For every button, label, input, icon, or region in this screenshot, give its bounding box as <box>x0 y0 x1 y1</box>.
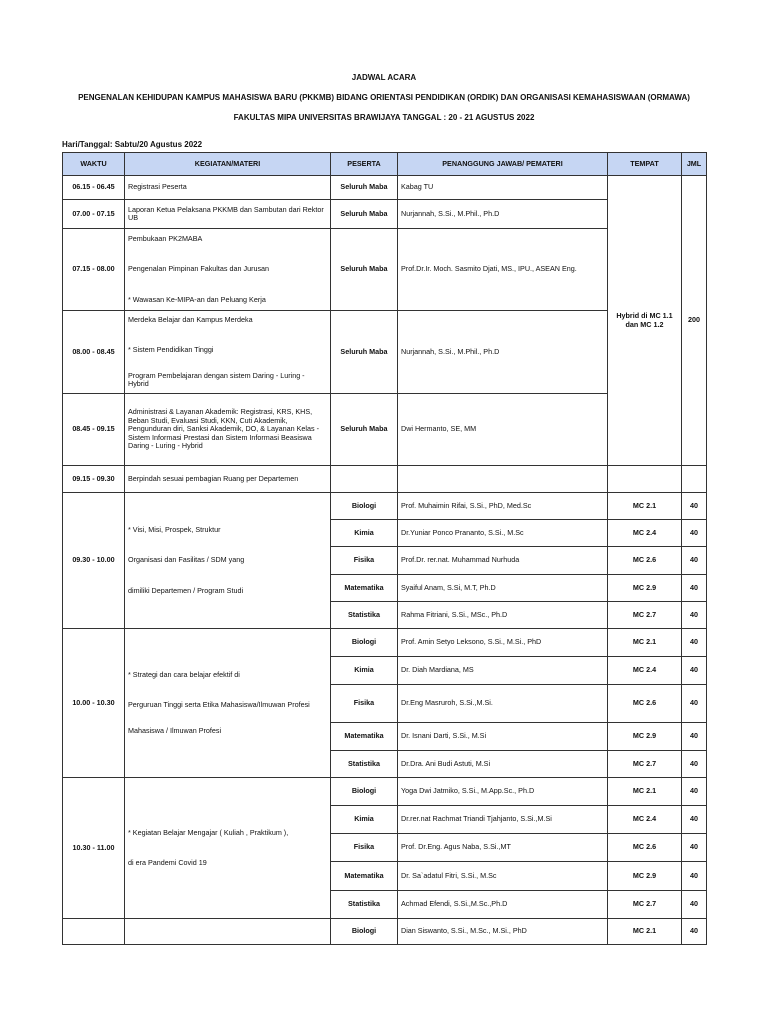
speaker-cell: Dr.rer.nat Rachmat Triandi Tjahjanto, S.Si.,M.Si <box>398 806 608 834</box>
time-cell: 08.45 - 09.15 <box>63 394 125 466</box>
jml-cell: 40 <box>682 547 707 575</box>
place-cell: MC 2.4 <box>608 806 682 834</box>
speaker-cell: Prof. Amin Setyo Leksono, S.Si., M.Si., PhD <box>398 629 608 657</box>
speaker-cell: Prof.Dr. rer.nat. Muhammad Nurhuda <box>398 547 608 575</box>
speaker-cell: Syaiful Anam, S.Si, M.T, Ph.D <box>398 575 608 602</box>
activity-cell: Laporan Ketua Pelaksana PKKMB dan Sambutan dari Rektor UB <box>125 200 331 229</box>
department-cell: Matematika <box>331 862 398 891</box>
table-row <box>63 493 707 520</box>
empty-cell <box>125 919 331 945</box>
activity-cell <box>125 394 331 466</box>
speaker-cell: Dr. Diah Mardiana, MS <box>398 657 608 685</box>
speaker-cell: Prof.Dr.Ir. Moch. Sasmito Djati, MS., IPU., ASEAN Eng. <box>398 229 608 311</box>
event-subtitle: PENGENALAN KEHIDUPAN KAMPUS MAHASISWA BARU (PKKMB) BIDANG ORIENTASI PENDIDIKAN (ORDIK) DAN ORGANISASI KEMAHASISWAAN (ORMAWA) <box>78 93 690 102</box>
jml-cell: 40 <box>682 493 707 520</box>
department-cell: Statistika <box>331 751 398 778</box>
activity-cell <box>125 778 331 919</box>
activity-cell <box>125 629 331 778</box>
activity-line: Pengenalan Pimpinan Fakultas dan Jurusan <box>128 264 270 274</box>
activity-line: Administrasi & Layanan Akademik: Registrasi, KRS, KHS, Beban Studi, Evaluasi Studi, KKN, Cuti Akademik, Pengunduran diri, Sanksi Akademik, DO, & Layanan Kelas - Sistem Informasi Prestasi dan Sistem Informasi Beasiswa <box>128 407 319 442</box>
jml-cell: 40 <box>682 657 707 685</box>
activity-cell <box>125 493 331 629</box>
jml-cell: 40 <box>682 806 707 834</box>
department-cell: Fisika <box>331 547 398 575</box>
activity-line: Perguruan Tinggi serta Etika Mahasiswa/Ilmuwan Profesi <box>128 700 310 710</box>
jml-cell: 40 <box>682 862 707 891</box>
place-cell: MC 2.1 <box>608 629 682 657</box>
jml-cell: 40 <box>682 723 707 751</box>
general-jml-cell: 200 <box>682 176 707 466</box>
speaker-cell: Prof. Muhaimin Rifai, S.Si., PhD, Med.Sc <box>398 493 608 520</box>
jml-cell: 40 <box>682 834 707 862</box>
participants-cell: Seluruh Maba <box>331 311 398 394</box>
col-header-pemateri: PENANGGUNG JAWAB/ PEMATERI <box>398 153 608 176</box>
time-cell: 10.30 - 11.00 <box>63 778 125 919</box>
activity-cell: Berpindah sesuai pembagian Ruang per Departemen <box>125 466 331 493</box>
activity-line: * Kegiatan Belajar Mengajar ( Kuliah , Praktikum ), <box>128 827 289 837</box>
place-cell: MC 2.4 <box>608 520 682 547</box>
jml-cell: 40 <box>682 575 707 602</box>
participants-cell: Seluruh Maba <box>331 200 398 229</box>
department-cell: Statistika <box>331 891 398 919</box>
empty-cell <box>608 466 682 493</box>
jml-cell: 40 <box>682 919 707 945</box>
table-header-row <box>63 153 707 176</box>
speaker-cell: Dr. Isnani Darti, S.Si., M.Si <box>398 723 608 751</box>
place-cell: MC 2.4 <box>608 657 682 685</box>
general-place-cell: Hybrid di MC 1.1 dan MC 1.2 <box>608 176 682 466</box>
table-row <box>63 466 707 493</box>
speaker-cell: Dr.Dra. Ani Budi Astuti, M.Si <box>398 751 608 778</box>
speaker-cell: Dr.Yuniar Ponco Prananto, S.Si., M.Sc <box>398 520 608 547</box>
day-date-label: Hari/Tanggal: Sabtu/20 Agustus 2022 <box>62 140 203 149</box>
department-cell: Kimia <box>331 657 398 685</box>
place-cell: MC 2.9 <box>608 862 682 891</box>
activity-line: * Wawasan Ke-MIPA-an dan Peluang Kerja <box>128 294 266 304</box>
place-cell: MC 2.6 <box>608 685 682 723</box>
activity-cell: Registrasi Peserta <box>125 176 331 200</box>
faculty-date-line: FAKULTAS MIPA UNIVERSITAS BRAWIJAYA TANGGAL : 20 - 21 AGUSTUS 2022 <box>233 113 535 122</box>
activity-line: Mahasiswa / Ilmuwan Profesi <box>128 725 222 735</box>
activity-line: di era Pandemi Covid 19 <box>128 858 207 867</box>
activity-line: dimiliki Departemen / Program Studi <box>128 585 244 595</box>
activity-cell <box>125 229 331 311</box>
jml-cell: 40 <box>682 520 707 547</box>
col-header-tempat: TEMPAT <box>608 153 682 176</box>
col-header-waktu: WAKTU <box>63 153 125 176</box>
activity-line: * Visi, Misi, Prospek, Struktur <box>128 524 221 534</box>
activity-line: Daring - Luring - Hybrid <box>128 441 203 451</box>
empty-cell <box>331 466 398 493</box>
department-cell: Biologi <box>331 919 398 945</box>
col-header-kegiatan: KEGIATAN/MATERI <box>125 153 331 176</box>
department-cell: Matematika <box>331 723 398 751</box>
department-cell: Fisika <box>331 834 398 862</box>
place-cell: MC 2.7 <box>608 751 682 778</box>
place-cell: MC 2.6 <box>608 547 682 575</box>
place-cell: MC 2.7 <box>608 891 682 919</box>
department-cell: Biologi <box>331 629 398 657</box>
speaker-cell: Achmad Efendi, S.Si.,M.Sc.,Ph.D <box>398 891 608 919</box>
place-cell: MC 2.1 <box>608 778 682 806</box>
speaker-cell: Dr.Eng Masruroh, S.Si.,M.Si. <box>398 685 608 723</box>
speaker-cell: Nurjannah, S.Si., M.Phil., Ph.D <box>398 200 608 229</box>
activity-line: * Strategi dan cara belajar efektif di <box>128 669 240 679</box>
time-cell: 09.30 - 10.00 <box>63 493 125 629</box>
time-cell: 08.00 - 08.45 <box>63 311 125 394</box>
col-header-peserta: PESERTA <box>331 153 398 176</box>
department-cell: Statistika <box>331 602 398 629</box>
empty-cell <box>398 466 608 493</box>
time-cell: 07.15 - 08.00 <box>63 229 125 311</box>
schedule-title: JADWAL ACARA <box>351 73 417 82</box>
activity-line: Pembukaan PK2MABA <box>128 233 203 243</box>
activity-cell <box>125 311 331 394</box>
place-cell: MC 2.7 <box>608 602 682 629</box>
speaker-cell: Dwi Hermanto, SE, MM <box>398 394 608 466</box>
activity-line: * Sistem Pendidikan Tinggi <box>128 345 214 355</box>
place-cell: MC 2.9 <box>608 575 682 602</box>
activity-line: Merdeka Belajar dan Kampus Merdeka <box>128 314 253 324</box>
department-cell: Biologi <box>331 778 398 806</box>
table-row <box>63 176 707 200</box>
time-cell: 09.15 - 09.30 <box>63 466 125 493</box>
speaker-cell: Yoga Dwi Jatmiko, S.Si., M.App.Sc., Ph.D <box>398 778 608 806</box>
jml-cell: 40 <box>682 751 707 778</box>
participants-cell: Seluruh Maba <box>331 394 398 466</box>
speaker-cell: Prof. Dr.Eng. Agus Naba, S.Si.,MT <box>398 834 608 862</box>
department-cell: Fisika <box>331 685 398 723</box>
table-row <box>63 919 707 945</box>
participants-cell: Seluruh Maba <box>331 229 398 311</box>
empty-cell <box>63 919 125 945</box>
activity-line: Program Pembelajaran dengan sistem Daring - Luring - Hybrid <box>128 370 305 388</box>
table-row <box>63 778 707 806</box>
table-row <box>63 629 707 657</box>
time-cell: 10.00 - 10.30 <box>63 629 125 778</box>
jml-cell: 40 <box>682 602 707 629</box>
department-cell: Matematika <box>331 575 398 602</box>
speaker-cell: Nurjannah, S.Si., M.Phil., Ph.D <box>398 311 608 394</box>
place-cell: MC 2.6 <box>608 834 682 862</box>
empty-cell <box>682 466 707 493</box>
time-cell: 06.15 - 06.45 <box>63 176 125 200</box>
speaker-cell: Dr. Sa`adatul Fitri, S.Si., M.Sc <box>398 862 608 891</box>
speaker-cell: Kabag TU <box>398 176 608 200</box>
place-cell: MC 2.9 <box>608 723 682 751</box>
col-header-jml: JML <box>682 153 707 176</box>
jml-cell: 40 <box>682 778 707 806</box>
activity-line: Organisasi dan Fasilitas / SDM yang <box>128 555 245 565</box>
jml-cell: 40 <box>682 891 707 919</box>
jml-cell: 40 <box>682 629 707 657</box>
department-cell: Biologi <box>331 493 398 520</box>
speaker-cell: Dian Siswanto, S.Si., M.Sc., M.Si., PhD <box>398 919 608 945</box>
jml-cell: 40 <box>682 685 707 723</box>
speaker-cell: Rahma Fitriani, S.Si., MSc., Ph.D <box>398 602 608 629</box>
time-cell: 07.00 - 07.15 <box>63 200 125 229</box>
participants-cell: Seluruh Maba <box>331 176 398 200</box>
place-cell: MC 2.1 <box>608 493 682 520</box>
department-cell: Kimia <box>331 806 398 834</box>
place-cell: MC 2.1 <box>608 919 682 945</box>
department-cell: Kimia <box>331 520 398 547</box>
schedule-table <box>62 152 707 945</box>
